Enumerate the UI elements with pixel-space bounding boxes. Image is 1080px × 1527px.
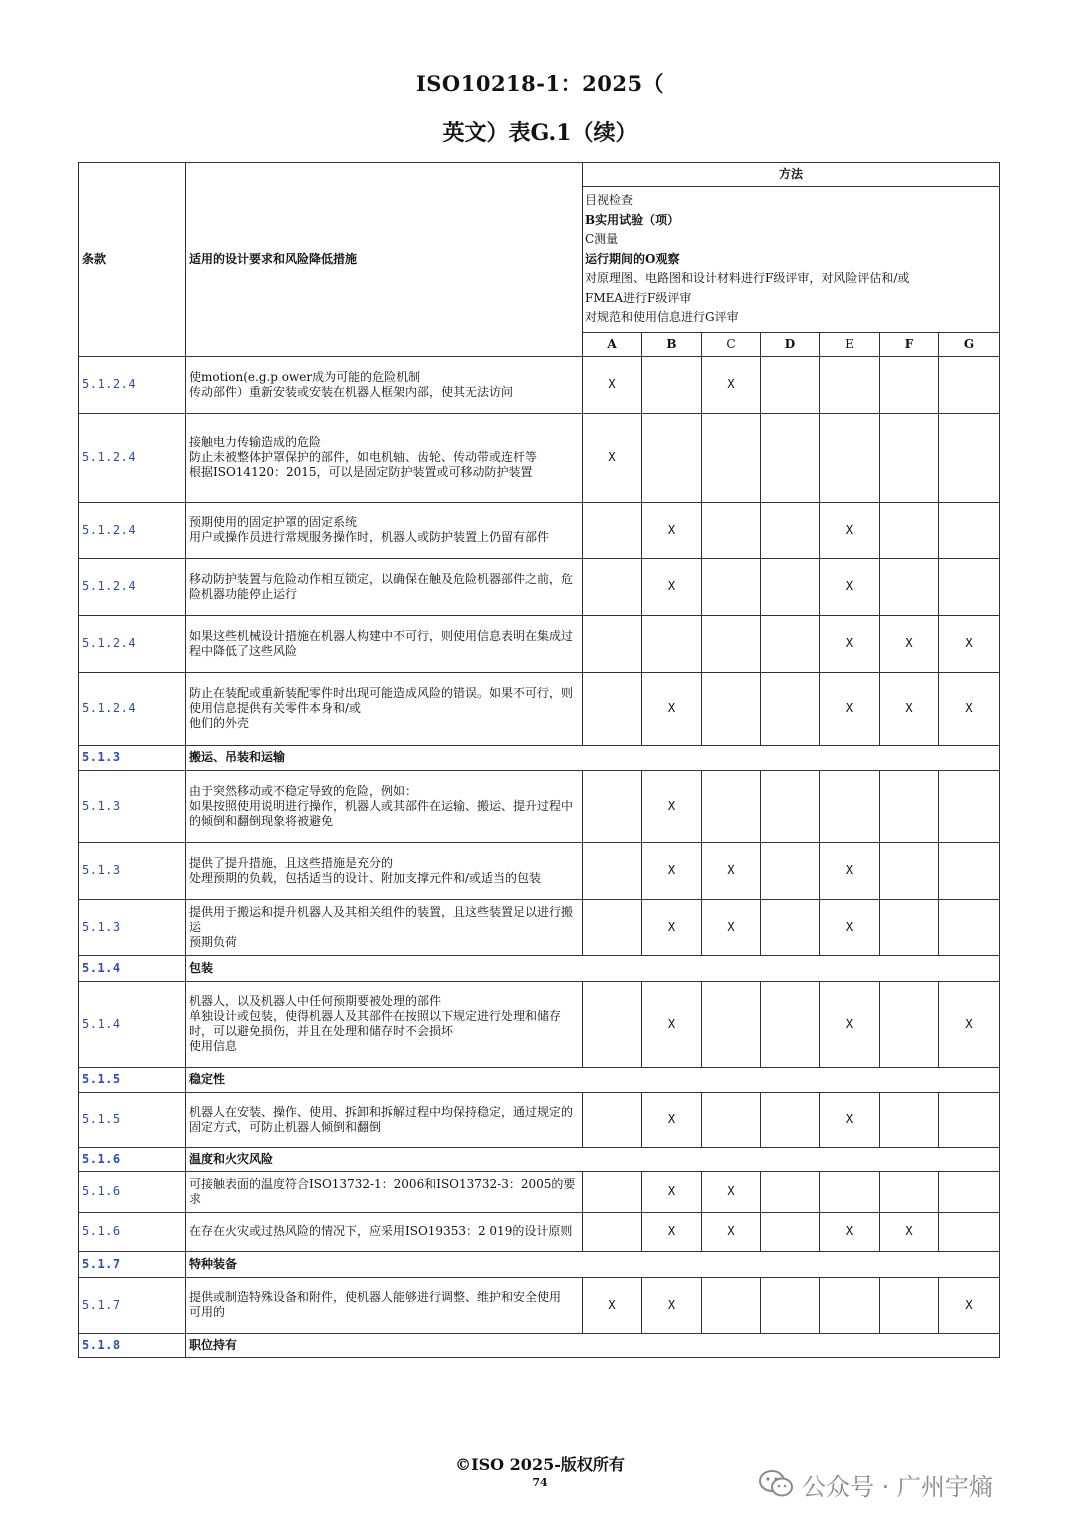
method-column-c: C (702, 332, 761, 356)
method-mark-a (583, 1171, 642, 1212)
method-mark-a (583, 981, 642, 1067)
method-mark-g (939, 502, 1000, 558)
method-mark-b: X (642, 1277, 702, 1333)
method-mark-c: X (702, 842, 761, 899)
section-title: 稳定性 (186, 1067, 1000, 1092)
table-row (79, 842, 1000, 899)
method-mark-g (939, 842, 1000, 899)
method-mark-b: X (642, 899, 702, 955)
method-mark-c (702, 1092, 761, 1147)
requirement-line: 机器人，以及机器人中任何预期要被处理的部件 (189, 994, 442, 1008)
document-title-line1: ISO10218-1：2025（ (415, 71, 665, 96)
method-mark-d (761, 842, 820, 899)
section-title: 包装 (186, 955, 1000, 981)
method-description-line: FMEA进行F级评审 (585, 290, 692, 305)
method-mark-b: X (642, 672, 702, 745)
method-mark-f (880, 502, 939, 558)
section-title: 搬运、吊装和运输 (186, 745, 1000, 770)
method-mark-g (939, 770, 1000, 842)
requirement-line: 移动防护装置与危险动作相互锁定，以确保在触及危险机器部件之前，危险机器功能停止运行 (189, 571, 574, 601)
section-row (79, 955, 1000, 981)
method-mark-c: X (702, 1171, 761, 1212)
requirement-line: 由于突然移动或不稳定导致的危险，例如： (189, 783, 418, 798)
requirement-line: 防止未被整体护罩保护的部件，如电机轴、齿轮、传动带或连杆等 (189, 450, 538, 464)
method-mark-a: X (583, 413, 642, 502)
method-mark-e (820, 356, 880, 413)
header-clause: 条款 (79, 163, 186, 357)
table-row (79, 1092, 1000, 1147)
method-mark-a (583, 1212, 642, 1251)
requirement-cell (186, 356, 583, 413)
method-mark-g (939, 558, 1000, 615)
table-row (79, 672, 1000, 745)
method-mark-f (880, 1092, 939, 1147)
table-row (79, 413, 1000, 502)
method-mark-e: X (820, 615, 880, 672)
method-column-f: F (880, 332, 939, 356)
method-mark-d (761, 413, 820, 502)
clause-cell: 5.1.5 (79, 1067, 186, 1092)
methods-description (583, 187, 1000, 333)
table-row (79, 558, 1000, 615)
method-column-d: D (761, 332, 820, 356)
requirement-line: 根据ISO14120：2015，可以是固定防护装置或可移动防护装置 (189, 465, 533, 479)
clause-cell: 5.1.2.4 (79, 558, 186, 615)
method-mark-c (702, 981, 761, 1067)
method-mark-c: X (702, 1212, 761, 1251)
method-mark-a (583, 899, 642, 955)
method-mark-e: X (820, 1212, 880, 1251)
method-mark-a: X (583, 1277, 642, 1333)
section-row (79, 1333, 1000, 1357)
method-mark-b (642, 356, 702, 413)
method-mark-c (702, 413, 761, 502)
method-mark-e (820, 1277, 880, 1333)
table-row (79, 981, 1000, 1067)
method-column-a: A (583, 332, 642, 356)
method-mark-c (702, 770, 761, 842)
method-mark-d (761, 1212, 820, 1251)
method-mark-e (820, 413, 880, 502)
requirement-cell (186, 842, 583, 899)
table-row (79, 615, 1000, 672)
method-mark-e: X (820, 842, 880, 899)
section-title: 职位持有 (186, 1333, 1000, 1357)
method-mark-f (880, 770, 939, 842)
method-mark-d (761, 615, 820, 672)
requirement-line: 预期负荷 (189, 934, 238, 949)
method-mark-f (880, 413, 939, 502)
method-description-line: 对原理图、电路图和设计材料进行F级评审，对风险评估和/或 (585, 271, 910, 285)
clause-cell: 5.1.3 (79, 770, 186, 842)
document-title-line2: 英文）表G.1（续） (442, 120, 638, 146)
table-row (79, 356, 1000, 413)
table-row (79, 899, 1000, 955)
requirement-line: 可接触表面的温度符合ISO13732-1：2006和ISO13732-3：2005的要求 (189, 1176, 576, 1206)
method-mark-b: X (642, 502, 702, 558)
method-mark-f (880, 899, 939, 955)
clause-cell: 5.1.7 (79, 1277, 186, 1333)
method-mark-a (583, 558, 642, 615)
method-mark-b (642, 413, 702, 502)
clause-cell: 5.1.6 (79, 1212, 186, 1251)
method-mark-d (761, 356, 820, 413)
table-row (79, 1277, 1000, 1333)
requirement-line: 传动部件）重新安装或安装在机器人框架内部，使其无法访问 (189, 384, 514, 399)
method-mark-f (880, 558, 939, 615)
requirement-cell (186, 1171, 583, 1212)
method-mark-g: X (939, 615, 1000, 672)
requirement-line: 用户或操作员进行常规服务操作时，机器人或防护装置上仍留有部件 (189, 530, 550, 544)
table-row (79, 1171, 1000, 1212)
method-mark-f: X (880, 1212, 939, 1251)
method-description-line: C测量 (585, 232, 619, 246)
method-mark-c (702, 1277, 761, 1333)
method-mark-c (702, 558, 761, 615)
clause-cell: 5.1.4 (79, 981, 186, 1067)
requirement-line: 如果这些机械设计措施在机器人构建中不可行，则使用信息表明在集成过程中降低了这些风险 (189, 628, 574, 658)
requirement-cell (186, 1212, 583, 1251)
method-mark-b: X (642, 842, 702, 899)
clause-cell: 5.1.2.4 (79, 413, 186, 502)
section-row (79, 1067, 1000, 1092)
method-mark-g (939, 1171, 1000, 1212)
method-column-e: E (820, 332, 880, 356)
method-mark-a (583, 842, 642, 899)
method-mark-b: X (642, 1212, 702, 1251)
method-mark-g: X (939, 672, 1000, 745)
clause-cell: 5.1.2.4 (79, 502, 186, 558)
method-mark-g: X (939, 981, 1000, 1067)
requirement-line: 预期使用的固定护罩的固定系统 (189, 515, 358, 529)
method-mark-c (702, 502, 761, 558)
method-mark-f (880, 842, 939, 899)
method-mark-d (761, 672, 820, 745)
requirement-cell (186, 413, 583, 502)
method-mark-c (702, 672, 761, 745)
section-title: 温度和火灾风险 (186, 1147, 1000, 1171)
method-mark-e: X (820, 502, 880, 558)
method-mark-g (939, 1092, 1000, 1147)
method-mark-d (761, 1092, 820, 1147)
requirement-line: 使用信息 (189, 1039, 238, 1053)
method-mark-e: X (820, 1092, 880, 1147)
table-row (79, 502, 1000, 558)
method-mark-g (939, 899, 1000, 955)
table-row (79, 1212, 1000, 1251)
method-mark-d (761, 1171, 820, 1212)
method-mark-b: X (642, 558, 702, 615)
watermark-text: 公众号 · 广州宇熵 (802, 1472, 993, 1501)
method-mark-e: X (820, 672, 880, 745)
requirement-line: 可用的 (189, 1305, 226, 1319)
method-mark-e (820, 1171, 880, 1212)
method-mark-b: X (642, 981, 702, 1067)
method-mark-b: X (642, 770, 702, 842)
requirement-line: 提供了提升措施，且这些措施是充分的 (189, 855, 394, 870)
requirement-cell (186, 502, 583, 558)
method-column-b: B (642, 332, 702, 356)
page-number: 74 (532, 1476, 548, 1489)
clause-cell: 5.1.4 (79, 955, 186, 981)
clause-cell: 5.1.3 (79, 842, 186, 899)
requirement-line: 如果按照使用说明进行操作，机器人或其部件在运输、搬运、提升过程中的倾倒和翻倒现象将被避免 (189, 798, 574, 828)
requirement-cell (186, 981, 583, 1067)
section-row (79, 745, 1000, 770)
method-mark-d (761, 1277, 820, 1333)
method-mark-d (761, 770, 820, 842)
requirement-cell (186, 770, 583, 842)
method-mark-g: X (939, 1277, 1000, 1333)
header-methods: 方法 (583, 163, 1000, 187)
header-requirement: 适用的设计要求和风险降低措施 (186, 163, 583, 357)
method-mark-g (939, 413, 1000, 502)
method-mark-d (761, 502, 820, 558)
section-row (79, 1147, 1000, 1171)
method-description-line: 目视检查 (585, 193, 634, 207)
verification-table (78, 162, 1000, 1358)
method-mark-b: X (642, 1092, 702, 1147)
requirement-line: 单独设计或包装，使得机器人及其部件在按照以下规定进行处理和储存时，可以避免损伤，并且在处理和储存时不会损坏 (189, 1009, 562, 1038)
method-mark-a (583, 615, 642, 672)
requirement-line: 提供用于搬运和提升机器人及其相关组件的装置，且这些装置足以进行搬运 (189, 904, 574, 934)
clause-cell: 5.1.8 (79, 1333, 186, 1357)
copyright-footer: ©ISO 2025-版权所有 (455, 1455, 625, 1474)
clause-cell: 5.1.6 (79, 1147, 186, 1171)
clause-cell: 5.1.3 (79, 899, 186, 955)
table-row (79, 770, 1000, 842)
method-mark-c: X (702, 899, 761, 955)
requirement-line: 在存在火灾或过热风险的情况下，应采用ISO19353：2 019的设计原则 (189, 1224, 573, 1238)
method-mark-e: X (820, 981, 880, 1067)
method-mark-g (939, 356, 1000, 413)
requirement-cell (186, 1092, 583, 1147)
requirement-line: 防止在装配或重新装配零件时出现可能造成风险的错误。如果不可行，则使用信息提供有关零件本身和/或 (189, 686, 574, 715)
clause-cell: 5.1.5 (79, 1092, 186, 1147)
method-mark-d (761, 558, 820, 615)
requirement-line: 使motion(e.g.p ower成为可能的危险机制 (189, 369, 421, 384)
requirement-line: 处理预期的负载，包括适当的设计、附加支撑元件和/或适当的包装 (189, 870, 542, 885)
requirement-line: 他们的外壳 (189, 716, 250, 730)
section-title: 特种装备 (186, 1251, 1000, 1277)
requirement-cell (186, 672, 583, 745)
method-mark-f (880, 356, 939, 413)
method-mark-g (939, 1212, 1000, 1251)
method-mark-d (761, 981, 820, 1067)
method-mark-a (583, 502, 642, 558)
requirement-line: 提供或制造特殊设备和附件，使机器人能够进行调整、维护和安全使用 (189, 1290, 562, 1304)
method-mark-e: X (820, 558, 880, 615)
method-mark-c (702, 615, 761, 672)
method-mark-c: X (702, 356, 761, 413)
requirement-cell (186, 558, 583, 615)
clause-cell: 5.1.2.4 (79, 672, 186, 745)
wechat-icon (758, 1469, 794, 1499)
method-mark-b (642, 615, 702, 672)
method-mark-a (583, 770, 642, 842)
requirement-cell (186, 899, 583, 955)
clause-cell: 5.1.7 (79, 1251, 186, 1277)
requirement-cell (186, 615, 583, 672)
method-mark-e (820, 770, 880, 842)
method-column-g: G (939, 332, 1000, 356)
clause-cell: 5.1.2.4 (79, 615, 186, 672)
requirement-line: 接触电力传输造成的危险 (189, 435, 322, 449)
requirement-cell (186, 1277, 583, 1333)
method-description-line: 运行期间的O观察 (585, 251, 680, 266)
method-mark-d (761, 899, 820, 955)
watermark (758, 1466, 993, 1502)
method-description-line: B实用试验（项） (585, 212, 680, 227)
requirement-line: 机器人在安装、操作、使用、拆卸和拆解过程中均保持稳定，通过规定的固定方式，可防止机器人倾倒和翻倒 (189, 1104, 574, 1134)
method-mark-b: X (642, 1171, 702, 1212)
method-mark-e: X (820, 899, 880, 955)
clause-cell: 5.1.6 (79, 1171, 186, 1212)
method-mark-f (880, 1277, 939, 1333)
section-row (79, 1251, 1000, 1277)
method-mark-a (583, 1092, 642, 1147)
clause-cell: 5.1.3 (79, 745, 186, 770)
method-mark-a (583, 672, 642, 745)
method-mark-f (880, 1171, 939, 1212)
method-mark-f: X (880, 615, 939, 672)
method-description-line: 对规范和使用信息进行G评审 (585, 310, 739, 324)
method-mark-f (880, 981, 939, 1067)
method-mark-f: X (880, 672, 939, 745)
method-mark-a: X (583, 356, 642, 413)
clause-cell: 5.1.2.4 (79, 356, 186, 413)
